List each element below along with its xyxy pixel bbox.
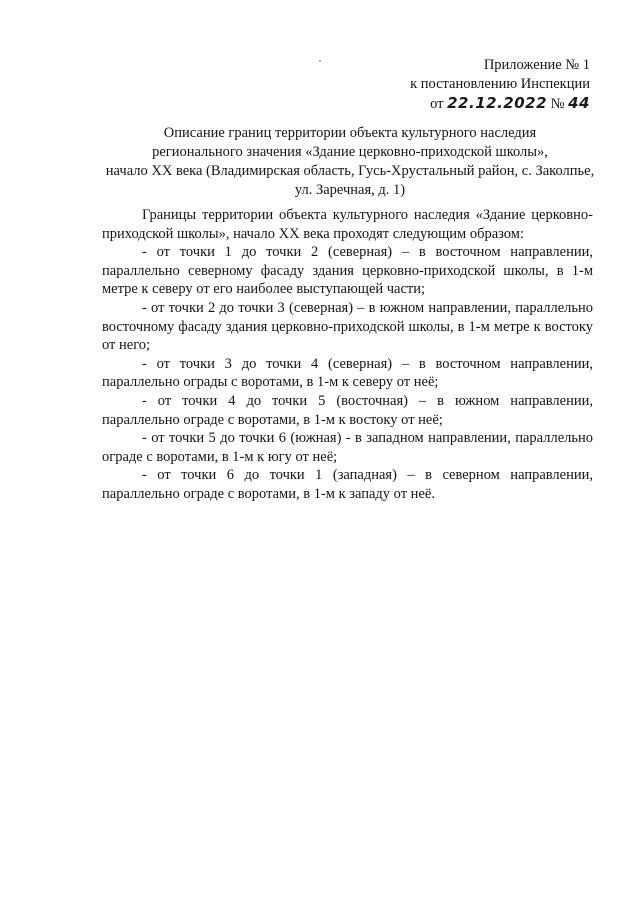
- title-line-2: регионального значения «Здание церковно-приходской школы»,: [152, 144, 548, 160]
- handwritten-date: 22.12.2022: [447, 94, 548, 112]
- boundary-segment-1-2: - от точки 1 до точки 2 (северная) – в восточном направлении, параллельно северному фасаду здания церковно-приходской школы, в 1-м метре к северу от его наиболее выступающей части;: [102, 244, 593, 298]
- number-sign: №: [550, 96, 565, 112]
- boundary-description: [102, 206, 593, 504]
- scan-speck: [319, 60, 321, 62]
- boundary-segment-5-6: - от точки 5 до точки 6 (южная) - в западном направлении, параллельно ограде с воротами, в 1-м к югу от неё;: [102, 430, 593, 465]
- appendix-number: Приложение № 1: [483, 57, 590, 73]
- handwritten-number: 44: [568, 94, 590, 112]
- title-line-1: Описание границ территории объекта культурного наследия: [163, 125, 537, 141]
- appendix-header: [410, 56, 590, 114]
- title-line-4: ул. Заречная, д. 1): [294, 182, 406, 198]
- intro-paragraph: Границы территории объекта культурного наследия «Здание церковно-приходской школы», начало XX века проходят следующим образом:: [102, 207, 593, 242]
- appendix-reference: к постановлению Инспекции: [410, 76, 590, 92]
- from-prefix: от: [430, 96, 444, 112]
- document-title: [95, 124, 605, 200]
- boundary-segment-6-1: - от точки 6 до точки 1 (западная) – в северном направлении, параллельно ограде с воротами, в 1-м к западу от неё.: [102, 467, 593, 502]
- boundary-segment-2-3: - от точки 2 до точки 3 (северная) – в южном направлении, параллельно восточному фасаду здания церковно-приходской школы, в 1-м метре к востоку от него;: [102, 299, 593, 354]
- appendix-date-number-line: [410, 94, 590, 114]
- title-line-3: начало XX века (Владимирская область, Гусь-Хрустальный район, с. Заколпье,: [105, 163, 595, 179]
- boundary-segment-3-4: - от точки 3 до точки 4 (северная) – в восточном направлении, параллельно ограды с воротами, в 1-м к северу от неё;: [102, 355, 593, 391]
- boundary-segment-4-5: - от точки 4 до точки 5 (восточная) – в южном направлении, параллельно ограде с воротами, в 1-м к востоку от неё;: [102, 392, 593, 428]
